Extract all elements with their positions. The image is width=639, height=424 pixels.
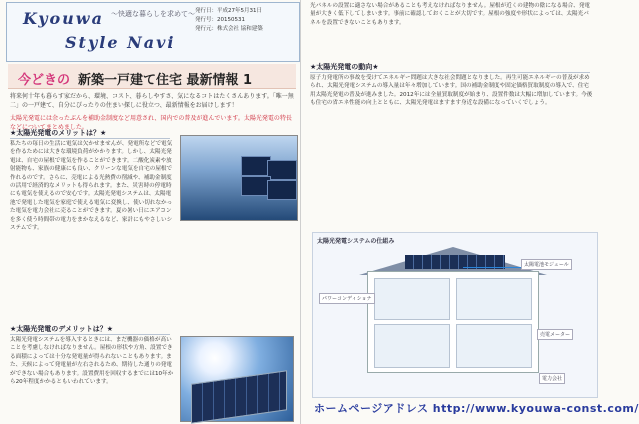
homepage-address[interactable]	[314, 400, 639, 416]
publisher: 発行元：株式会社 協和建築	[195, 26, 263, 32]
right-column	[304, 0, 639, 424]
brand-name-top: Kyouwa	[23, 9, 104, 28]
issue-date: 発行日：平成27年5月31日	[195, 8, 262, 14]
publication-info	[195, 7, 295, 34]
roof-solar-photo	[180, 135, 298, 221]
right-top-text: 光パネルの設置に適さない場合があることも考えなければなりません。屋根が近くの建物の陰になる場合、発電量が大きく低下してしまいます。事前に確認しておくことが大切です。屋根の強度や形状によっては、太陽光パネルを設置できないこともあります。	[310, 3, 591, 26]
diagram-title: 太陽光発電システムの仕組み	[317, 238, 395, 245]
merit-heading: ★太陽光発電のメリットは？★	[10, 128, 170, 139]
url-label: ホームページアドレス	[314, 402, 429, 415]
label-inverter: パワーコンディショナ	[319, 293, 375, 304]
label-panel: 太陽電池モジュール	[521, 259, 572, 270]
trend-heading: ★太陽光発電の動向★	[310, 62, 590, 73]
demerit-body: 太陽光発電システムを導入するときには、まだ機器の価格が高いことを考慮しなければなりません。屋根の形状や方角、設置できる面積によっては十分な発電量が得られないこともあります。また、天候によって発電量が左右されるため、期待した通りの発電ができない場合もあります。設置費用を回収するまでには10年から20年程度かかるともいわれています。	[10, 337, 174, 386]
article-title-bar	[8, 64, 296, 89]
highlight-note: 太陽光発電には余ったぶんを補助金制度など用意され、国内での普及が進んでいます。太陽光発電の特長などについてまとめました。	[10, 115, 292, 131]
solar-system-diagram	[312, 232, 598, 398]
tagline: 〜快適な暮らしを求めて〜	[111, 10, 195, 18]
trend-body: 原子力発電所の事故を受けてエネルギー問題は大きな社会問題となりました。再生可能エネルギーの普及が求められ、太陽光発電システムの導入量は年々増加しています。国の補助金制度や固定価格買取制度の導入で、住宅用太陽光発電の普及が進みました。2012年には全量買取制度が始まり、設置件数は大幅に増加しています。今後も住宅の省エネ性能の向上とともに、太陽光発電はますます身近な設備になっていくでしょう。	[310, 75, 593, 107]
label-meter: 売電メーター	[537, 329, 573, 340]
diagram-house	[367, 271, 539, 373]
url-link[interactable]: http://www.kyouwa-const.com/	[432, 402, 639, 415]
left-column	[4, 0, 301, 424]
newsletter-header	[6, 2, 300, 62]
label-grid: 電力会社	[539, 373, 565, 384]
brand-name-bottom: Style Navi	[65, 33, 176, 52]
merit-body: 私たちの毎日の生活に電気は欠かせませんが、発電所などで電気を作るためには大きな環境負荷がかかります。しかし、太陽光発電は、自宅の屋根で電気を作ることができます。二酸化炭素や放射能物も、家族の健康にも良い、クリーンな電気を自宅の屋根で作れるのです。さらに、売電による光熱費の削減や、補助金制度の活用で経済的なメリットも得られます。また、災害時の停電時にも電気を使えるので安心です。太陽光発電システムは、太陽電池で発電した電気を家庭で使える電気に変換し、使い切れなかった電気を電力会社に売ることができます。夏の暑い日にエアコンを多く使う時間帯の電力をまかなえるなど、家計にもやさしいシステムです。	[10, 141, 173, 232]
article-title: 新築一戸建て住宅 最新情報 1	[78, 73, 253, 88]
demerit-heading: ★太陽光発電のデメリットは？★	[10, 324, 170, 335]
title-prefix: 今どきの	[18, 73, 71, 88]
intro-paragraph: 将来何十年も暮らす家だから、環境、コスト、暮らしやすさ、気になるコトはたくさんあります。「唯一無二」の一戸建て、自分にぴったりの住まい探しに役立つ、最新情報をお届けします！	[10, 93, 294, 109]
solar-panel-sky-photo	[180, 336, 294, 422]
issue-number: 発行号：20150531	[195, 17, 245, 23]
